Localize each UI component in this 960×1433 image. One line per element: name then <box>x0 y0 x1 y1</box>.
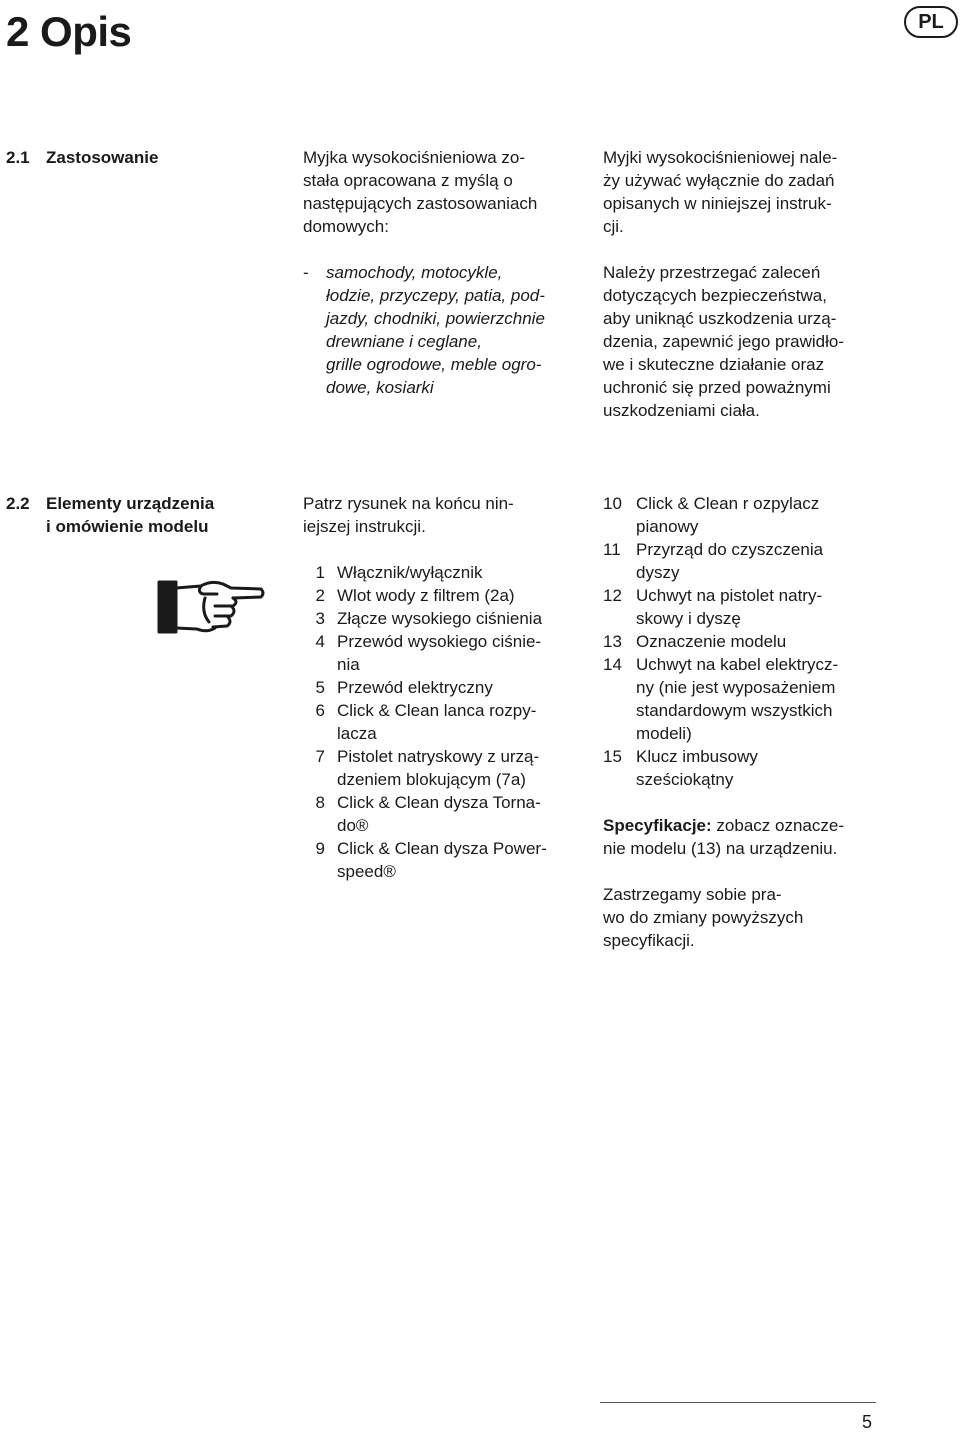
list-item <box>303 699 583 745</box>
text-line: dotyczących bezpieczeństwa, <box>603 286 827 305</box>
text-line: standardowym wszystkich <box>636 701 833 720</box>
text-line: skowy i dyszę <box>636 609 741 628</box>
section-2-2-heading <box>6 492 214 538</box>
text-line: pianowy <box>636 517 699 536</box>
text-line: dowe, kosiarki <box>326 378 434 397</box>
specifications-paragraph <box>603 814 903 860</box>
section-2-2-right-column <box>603 492 903 952</box>
text-line: stała opracowana z myślą o <box>303 171 513 190</box>
component-list-continued <box>603 492 903 791</box>
list-item <box>603 630 903 653</box>
text-line: dzenia, zapewnić jego prawidło- <box>603 332 844 351</box>
item-number: 8 <box>315 793 325 812</box>
text-line: zobacz oznacze- <box>711 816 844 835</box>
text-line: Należy przestrzegać zaleceń <box>603 263 821 282</box>
text-line: samochody, motocykle, <box>326 263 503 282</box>
text-line: ny (nie jest wyposażeniem <box>636 678 836 697</box>
list-item <box>303 630 583 676</box>
list-item <box>603 653 903 745</box>
text-line: Przyrząd do czyszczenia <box>636 540 824 559</box>
text-line: sześciokątny <box>636 770 734 789</box>
list-item <box>303 791 583 837</box>
section-number: 2.2 <box>6 494 30 513</box>
text-line: modeli) <box>636 724 692 743</box>
intro-paragraph <box>303 146 583 238</box>
text-line: Myjki wysokociśnieniowej nale- <box>603 148 838 167</box>
text-line: Wlot wody z filtrem (2a) <box>337 586 515 605</box>
text-line: opisanych w niniejszej instruk- <box>603 194 832 213</box>
section-2-2-components-column <box>303 492 583 883</box>
list-item <box>303 607 583 630</box>
item-number: 12 <box>603 586 622 605</box>
text-line: nie modelu (13) na urządzeniu. <box>603 839 838 858</box>
text-line: Oznaczenie modelu <box>636 632 787 651</box>
section-2-1-heading <box>6 146 158 169</box>
text-line: we i skuteczne działanie oraz <box>603 355 825 374</box>
text-line: speed® <box>337 862 396 881</box>
item-number: 2 <box>315 586 325 605</box>
application-list <box>303 261 583 399</box>
text-line: uszkodzeniami ciała. <box>603 401 760 420</box>
pointing-hand-icon <box>157 576 267 638</box>
text-line: lacza <box>337 724 377 743</box>
text-line: Klucz imbusowy <box>636 747 758 766</box>
text-line: Przewód wysokiego ciśnie- <box>337 632 542 651</box>
list-item <box>603 492 903 538</box>
text-line: cji. <box>603 217 624 236</box>
text-line: Pistolet natryskowy z urzą- <box>337 747 540 766</box>
text-line: nia <box>337 655 360 674</box>
text-line: Patrz rysunek na końcu nin- <box>303 494 514 513</box>
list-item <box>303 676 583 699</box>
item-number: 9 <box>315 839 325 858</box>
text-line: Przewód elektryczny <box>337 678 493 697</box>
page-number: 5 <box>862 1412 873 1432</box>
text-line: ży używać wyłącznie do zadań <box>603 171 835 190</box>
list-item <box>603 745 903 791</box>
item-number: 3 <box>315 609 325 628</box>
text-line: Złącze wysokiego ciśnienia <box>337 609 543 628</box>
section-2-1-right-column <box>603 146 903 422</box>
list-item <box>303 561 583 584</box>
section-title: Zastosowanie <box>46 148 159 167</box>
list-item <box>603 538 903 584</box>
footer-divider <box>600 1402 876 1403</box>
text-line: Zastrzegamy sobie pra- <box>603 885 782 904</box>
text-line: Uchwyt na kabel elektrycz- <box>636 655 839 674</box>
item-number: 14 <box>603 655 622 674</box>
item-number: 6 <box>315 701 325 720</box>
item-number: 7 <box>315 747 325 766</box>
text-line: domowych: <box>303 217 389 236</box>
list-item <box>303 837 583 883</box>
text-line: Włącznik/wyłącznik <box>337 563 483 582</box>
text-line: łodzie, przyczepy, patia, pod- <box>326 286 545 305</box>
section-title: i omówienie modelu <box>46 517 209 536</box>
item-number: 13 <box>603 632 622 651</box>
text-line: Click & Clean dysza Power- <box>337 839 547 858</box>
text-line: następujących zastosowaniach <box>303 194 538 213</box>
item-number: 10 <box>603 494 622 513</box>
item-number: 1 <box>315 563 325 582</box>
figure-reference <box>303 492 583 538</box>
text-line: specyfikacji. <box>603 931 695 950</box>
reservation-paragraph <box>603 883 903 952</box>
item-number: 4 <box>315 632 325 651</box>
section-title: Elementy urządzenia <box>46 494 215 513</box>
list-item <box>603 584 903 630</box>
text-line: Uchwyt na pistolet natry- <box>636 586 823 605</box>
text-line: wo do zmiany powyższych <box>603 908 804 927</box>
text-line: aby uniknąć uszkodzenia urzą- <box>603 309 837 328</box>
list-item <box>303 584 583 607</box>
spec-label: Specyfikacje: <box>603 816 712 835</box>
section-number: 2.1 <box>6 148 30 167</box>
text-line: iejszej instrukcji. <box>303 517 426 536</box>
list-item <box>303 745 583 791</box>
text-line: dyszy <box>636 563 680 582</box>
section-2-1-intro <box>303 146 583 399</box>
text-line: Click & Clean lanca rozpy- <box>337 701 537 720</box>
text-line: grille ogrodowe, meble ogro- <box>326 355 542 374</box>
text-line: jazdy, chodniki, powierzchnie <box>326 309 545 328</box>
text-line: Click & Clean r ozpylacz <box>636 494 820 513</box>
language-badge: PL <box>904 6 958 38</box>
text-line: drewniane i ceglane, <box>326 332 482 351</box>
text-line: Myjka wysokociśnieniowa zo- <box>303 148 526 167</box>
component-list <box>303 561 583 883</box>
text-line: Click & Clean dysza Torna- <box>337 793 541 812</box>
safety-paragraph <box>603 261 903 422</box>
text-line: do® <box>337 816 369 835</box>
list-dash: - <box>303 263 309 282</box>
item-number: 11 <box>603 540 621 559</box>
text-line: uchronić się przed poważnymi <box>603 378 831 397</box>
usage-paragraph <box>603 146 903 238</box>
item-number: 15 <box>603 747 622 766</box>
text-line: dzeniem blokującym (7a) <box>337 770 526 789</box>
chapter-title: 2 Opis <box>6 8 132 55</box>
item-number: 5 <box>315 678 325 697</box>
